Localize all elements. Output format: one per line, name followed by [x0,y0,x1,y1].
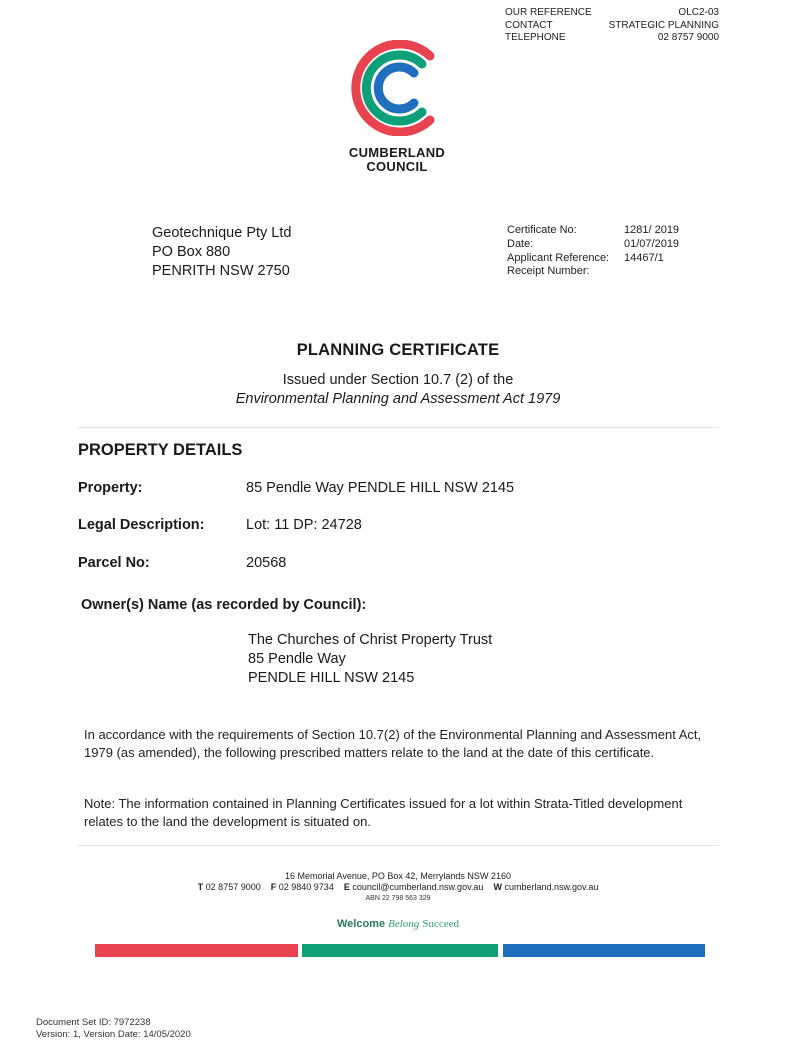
property-value: 85 Pendle Way PENDLE HILL NSW 2145 [246,480,515,496]
tagline-welcome: Welcome [336,918,386,930]
website-label: W [493,882,502,892]
footer-divider [78,845,719,846]
footer-bar-red [95,944,298,957]
act-name: Environmental Planning and Assessment Act 1979 [235,391,561,407]
contact-row [505,20,719,33]
certificate-meta [507,224,679,279]
fax-value: 02 9840 9734 [278,882,334,892]
reference-label: OUR REFERENCE [505,7,592,18]
meta-value: 1281/ 2019 [624,224,680,236]
parcel-no-value: 20568 [246,555,287,571]
receipt-number-row [507,265,679,279]
meta-value: 14467/1 [624,251,664,264]
fax-label: F [270,882,277,892]
document-version: Version: 1, Version Date: 14/05/2020 [36,1029,191,1040]
certificate-no-row [507,224,679,238]
addressee-block [152,224,291,281]
logo-wordmark [330,146,464,173]
phone-label: T [197,882,204,892]
logo-line-2: COUNCIL [366,158,428,174]
property-row [78,480,514,496]
applicant-reference-row [507,252,679,266]
meta-label: Applicant Reference: [507,251,610,264]
telephone-value: 02 8757 9000 [657,32,719,43]
email-label: E [343,882,350,892]
owner-line: 85 Pendle Way [248,651,346,667]
parcel-no-row [78,555,286,571]
council-logo-icon [348,40,444,136]
telephone-row [505,32,719,45]
addressee-line: PO Box 880 [152,244,231,260]
property-details-heading: PROPERTY DETAILS [78,441,243,459]
addressee-line: PENRITH NSW 2750 [152,263,290,279]
legal-description-label: Legal Description: [78,517,205,533]
footer-address: 16 Memorial Avenue, PO Box 42, Merrylands NSW 2160 [285,871,511,881]
document-info [36,1017,191,1041]
owner-line: The Churches of Christ Property Trust [248,632,493,648]
footer-abn: ABN 22 798 563 329 [365,895,431,902]
footer-contacts [0,882,796,893]
owner-heading: Owner(s) Name (as recorded by Council): [81,597,367,613]
meta-label: Receipt Number: [507,265,590,278]
phone-value: 02 8757 9000 [205,882,261,892]
logo-blue-arc [378,67,414,109]
date-row [507,238,679,252]
meta-label: Certificate No: [507,224,577,236]
meta-label: Date: [507,237,534,250]
legal-description-row [78,517,362,533]
reference-block [505,7,719,45]
page-title: PLANNING CERTIFICATE [296,341,500,359]
logo-line-1: CUMBERLAND [348,145,446,160]
contact-value: STRATEGIC PLANNING [608,19,719,31]
email-value: council@cumberland.nsw.gov.au [352,882,484,892]
owner-block [248,631,492,688]
addressee-line: Geotechnique Pty Ltd [152,225,292,241]
reference-value: OLC2-03 [678,7,719,18]
footer-bar-green [302,944,498,957]
reference-row [505,7,719,20]
owner-line: PENDLE HILL NSW 2145 [248,670,415,686]
legal-description-value: Lot: 11 DP: 24728 [246,517,362,533]
divider [78,427,719,428]
strata-note-paragraph: Note: The information contained in Planning Certificates issued for a lot within Strata-Titled development relates to the land the development is situated on. [84,796,683,829]
tagline [0,918,796,930]
tagline-belong: Belong [388,918,420,930]
footer-bar-blue [503,944,705,957]
website-value: cumberland.nsw.gov.au [504,882,599,892]
contact-label: CONTACT [505,19,553,31]
meta-value: 01/07/2019 [624,237,680,250]
tagline-succeed: Succeed [422,918,460,930]
accordance-paragraph: In accordance with the requirements of Section 10.7(2) of the Environmental Planning and Assessment Act, 1979 (as amended), the following prescribed matters relate to the land at the date of this certificate. [84,727,702,760]
property-label: Property: [78,480,143,496]
document-set-id: Document Set ID: 7972238 [36,1017,151,1028]
issued-under-line: Issued under Section 10.7 (2) of the [282,372,514,388]
parcel-no-label: Parcel No: [78,555,150,571]
telephone-label: TELEPHONE [505,32,566,43]
